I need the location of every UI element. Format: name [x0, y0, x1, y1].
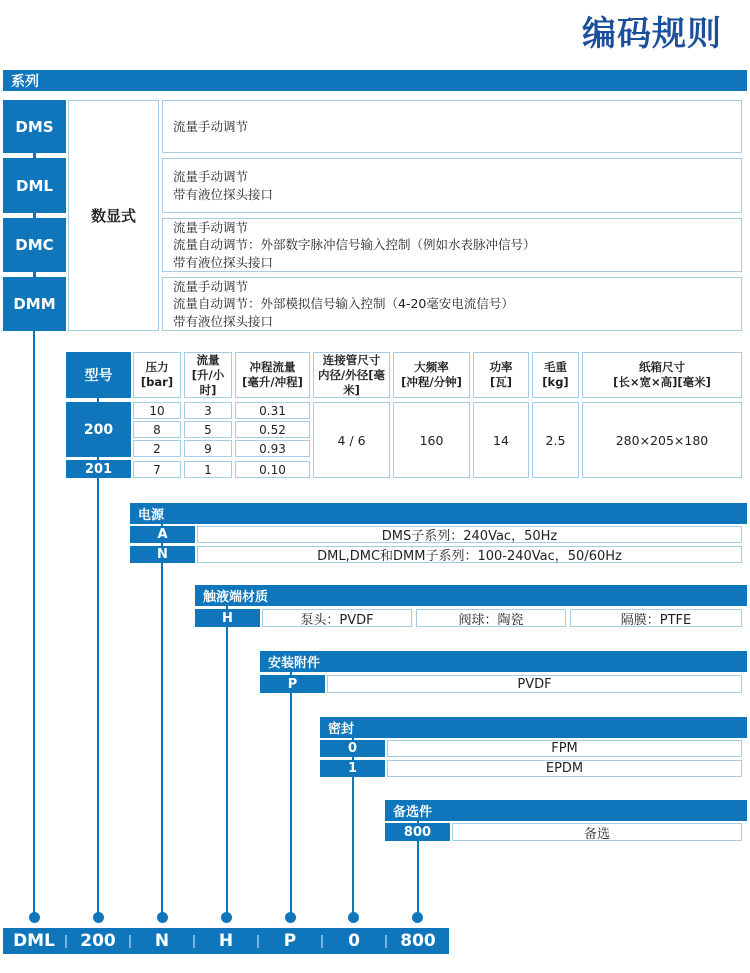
mounting-header-label: 安装附件: [268, 656, 321, 671]
series-key-dms: [3, 100, 66, 153]
power-header-label: 电源: [138, 508, 165, 523]
cell-200-pressure-1: 10: [133, 402, 181, 419]
wetted-part-diaphragm: 隔膜：PTFE: [570, 609, 742, 627]
dot-power: [157, 912, 168, 923]
desc-line: 流量手动调节: [173, 278, 249, 294]
series-group-box: [68, 100, 159, 331]
desc-line: 流量手动调节: [173, 169, 249, 184]
mounting-desc: PVDF: [327, 675, 742, 693]
col-header-carton: 纸箱尺寸 [长×宽×高][毫米]: [582, 352, 742, 398]
wetted-header-label: 触液端材质: [203, 590, 269, 605]
model-key-201: [66, 460, 131, 478]
power-key-a: A: [130, 526, 195, 543]
cell-200-flow-2: 5: [184, 421, 232, 438]
code-segment-model: 200: [80, 931, 116, 951]
mounting-key-p: P: [260, 675, 325, 693]
col-header-pipe: 连接管尺寸 内径/外径[毫米]: [313, 352, 390, 398]
model-code-201: 201: [84, 461, 113, 477]
col-header-power: 功率 [瓦]: [473, 352, 529, 398]
model-header-key: [66, 352, 131, 398]
cell-shared-pipe-size: 4 / 6: [313, 402, 390, 478]
model-code-200: 200: [83, 421, 114, 438]
power-key-n: N: [130, 546, 195, 563]
col-header-pressure: 压力 [bar]: [133, 352, 181, 398]
seal-desc-1: EPDM: [387, 760, 742, 777]
dot-wetted: [221, 912, 232, 923]
desc-line: 带有液位探头接口: [173, 186, 274, 202]
cell-shared-weight: 2.5: [532, 402, 579, 478]
col-header-frequency: 大频率 [冲程/分钟]: [393, 352, 470, 398]
desc-line: 带有液位探头接口: [173, 313, 274, 329]
optional-section-header: [385, 800, 747, 821]
power-desc-n: DML,DMC和DMM子系列：100-240Vac，50/60Hz: [197, 546, 742, 563]
line-optional-to-bar: [417, 841, 419, 915]
seal-key-0: 0: [320, 740, 385, 757]
dot-seal: [348, 912, 359, 923]
series-section-header: [3, 70, 747, 91]
col-header-weight: 毛重 [kg]: [532, 352, 579, 398]
wetted-section-header: [195, 585, 747, 606]
series-key-dmc: [3, 218, 66, 272]
cell-shared-carton: 280×205×180: [582, 402, 742, 478]
mounting-section-header: [260, 651, 747, 672]
cell-shared-frequency: 160: [393, 402, 470, 478]
cell-200-stroke-3: 0.93: [235, 440, 310, 457]
series-code-dms: DMS: [15, 117, 54, 136]
cell-201-flow: 1: [184, 461, 232, 478]
desc-line: 流量自动调节：外部数字脉冲信号输入控制（例如水表脉冲信号）: [173, 237, 536, 253]
dot-series: [29, 912, 40, 923]
page-title: 编码规则: [582, 14, 722, 54]
series-header-label: 系列: [11, 73, 39, 90]
seal-desc-0: FPM: [387, 740, 742, 757]
cell-200-stroke-1: 0.31: [235, 402, 310, 419]
optional-key-800: 800: [385, 823, 450, 841]
line-seal-to-bar: [352, 777, 354, 915]
col-header-flow: 流量 [升/小时]: [184, 352, 232, 398]
code-segment-wetted: H: [218, 931, 234, 951]
code-segment-seal: 0: [348, 931, 360, 951]
seal-header-label: 密封: [328, 722, 355, 737]
seal-key-1: 1: [320, 760, 385, 777]
power-desc-a: DMS子系列：240Vac，50Hz: [197, 526, 742, 543]
series-code-dml: DML: [16, 176, 53, 195]
line-wetted-to-bar: [226, 627, 228, 915]
cell-200-pressure-2: 8: [133, 421, 181, 438]
cell-201-pressure: 7: [133, 461, 181, 478]
model-key-200: [66, 402, 131, 457]
line-power-to-bar: [161, 563, 163, 915]
series-desc-dmm: [162, 277, 742, 331]
cell-201-stroke: 0.10: [235, 461, 310, 478]
wetted-key-h: H: [195, 609, 260, 627]
wetted-part-pump-head: 泵头：PVDF: [262, 609, 412, 627]
series-code-dmc: DMC: [15, 236, 54, 254]
cell-200-stroke-2: 0.52: [235, 421, 310, 438]
code-segment-series: DML: [13, 931, 55, 951]
line-mounting-to-bar: [290, 693, 292, 915]
dot-model: [93, 912, 104, 923]
series-code-dmm: DMM: [13, 295, 56, 313]
power-section-header: [130, 503, 747, 524]
code-segment-power: N: [154, 931, 170, 951]
cell-200-flow-3: 9: [184, 440, 232, 457]
code-segment-mounting: P: [283, 931, 297, 951]
code-segment-optional: 800: [400, 931, 436, 951]
cell-200-flow-1: 3: [184, 402, 232, 419]
code-bar: [3, 928, 449, 954]
model-header-label: 型号: [84, 368, 113, 384]
series-key-dml: [3, 158, 66, 213]
seal-section-header: [320, 717, 747, 738]
series-desc-dmc: [162, 218, 742, 272]
col-header-stroke: 冲程流量 [毫升/冲程]: [235, 352, 310, 398]
optional-header-label: 备选件: [393, 805, 433, 820]
series-desc-dml: [162, 158, 742, 213]
cell-shared-power: 14: [473, 402, 529, 478]
dot-optional: [412, 912, 423, 923]
dot-mounting: [285, 912, 296, 923]
line-series-to-bar: [33, 331, 35, 915]
desc-line: 流量手动调节: [173, 118, 249, 134]
wetted-part-valve-ball: 阀球：陶瓷: [416, 609, 566, 627]
line-model-to-bar: [97, 478, 99, 915]
optional-desc: 备选: [452, 823, 742, 841]
series-desc-dms: [162, 100, 742, 153]
series-group-label: 数显式: [90, 207, 136, 225]
desc-line: 带有液位探头接口: [173, 254, 274, 270]
desc-line: 流量自动调节：外部模拟信号输入控制（4-20毫安电流信号）: [173, 296, 514, 312]
cell-200-pressure-3: 2: [133, 440, 181, 457]
desc-line: 流量手动调节: [173, 219, 249, 235]
series-key-dmm: [3, 277, 66, 331]
